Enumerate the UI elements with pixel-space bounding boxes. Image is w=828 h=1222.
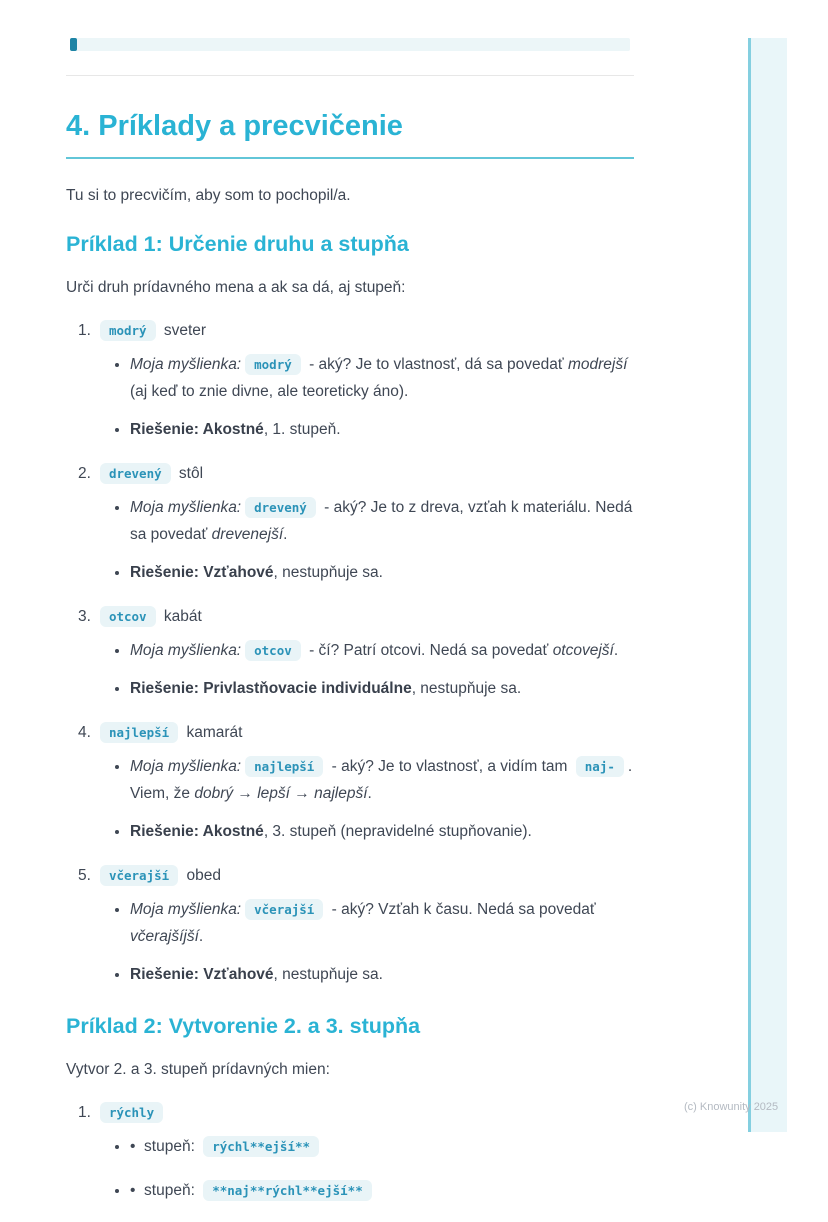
term-code-chip: drevený	[100, 463, 171, 484]
term-row	[78, 863, 634, 889]
bullet-item	[130, 559, 634, 586]
bullet-item	[130, 637, 634, 664]
term-row	[78, 720, 634, 746]
text-run: - aký? Je to vlastnosť, a vidím tam	[327, 758, 572, 775]
text-run: . Viem, že	[130, 758, 633, 802]
exercise-list-2	[66, 1100, 634, 1204]
bold-text: Riešenie: Privlastňovacie individuálne	[130, 680, 412, 697]
title-underline	[66, 157, 634, 159]
bullet-item	[130, 1133, 634, 1160]
bullet-list	[78, 351, 634, 443]
exercise-item	[78, 461, 634, 586]
inline-code-chip: drevený	[245, 497, 316, 518]
text-run: • stupeň:	[130, 1138, 200, 1155]
text-run: - aký? Je to z dreva, vzťah k materiálu. Nedá sa povedať	[130, 499, 633, 543]
text-run: →	[289, 785, 315, 802]
bullet-item	[130, 896, 634, 950]
page-title: 4. Príklady a precvičenie	[66, 110, 403, 142]
italic-text: otcovejší	[552, 642, 614, 659]
bullet-item	[130, 818, 634, 845]
bullet-list	[78, 1133, 634, 1204]
bullet-list	[78, 637, 634, 702]
text-run: - aký? Vzťah k času. Nedá sa povedať	[327, 901, 596, 918]
term-row	[78, 604, 634, 630]
document-page	[66, 0, 634, 1222]
bullet-item	[130, 351, 634, 405]
exercise-list-1	[66, 318, 634, 988]
italic-text: drevenejší	[211, 526, 284, 543]
term-noun: stôl	[174, 465, 204, 482]
italic-text: dobrý	[194, 785, 234, 802]
text-run: - aký? Je to vlastnosť, dá sa povedať	[304, 356, 568, 373]
text-run: , nestupňuje sa.	[411, 680, 522, 697]
exercise-item	[78, 1100, 634, 1204]
progress-bar-fill	[70, 38, 77, 51]
bullet-item	[130, 416, 634, 443]
italic-text: najlepší	[314, 785, 368, 802]
term-noun: sveter	[159, 322, 207, 339]
text-run: • stupeň:	[130, 1182, 200, 1199]
term-row	[78, 461, 634, 487]
inline-code-chip: rýchl**ejší**	[203, 1136, 319, 1157]
italic-text: Moja myšlienka:	[130, 499, 242, 516]
term-code-chip: včerajší	[100, 865, 178, 886]
top-divider	[66, 75, 634, 76]
inline-code-chip: naj-	[576, 756, 624, 777]
text-run: .	[367, 785, 372, 802]
text-run: , 1. stupeň.	[263, 421, 341, 438]
inline-code-chip: najlepší	[245, 756, 323, 777]
text-run: , nestupňuje sa.	[273, 966, 383, 983]
italic-text: Moja myšlienka:	[130, 758, 242, 775]
italic-text: modrejší	[567, 356, 628, 373]
bullet-item	[130, 1177, 634, 1204]
inline-code-chip: otcov	[245, 640, 301, 661]
text-run: (aj keď to znie divne, ale teoreticky áno).	[130, 383, 409, 400]
text-run: - čí? Patrí otcovi. Nedá sa povedať	[304, 642, 553, 659]
progress-bar	[70, 38, 630, 51]
term-row	[78, 1100, 634, 1126]
bold-text: Riešenie: Vzťahové	[130, 564, 274, 581]
term-noun: obed	[182, 867, 221, 884]
inline-code-chip: modrý	[245, 354, 301, 375]
italic-text: lepší	[257, 785, 290, 802]
section1-heading: Príklad 1: Určenie druhu a stupňa	[66, 232, 409, 256]
bullet-item	[130, 675, 634, 702]
term-noun: kamarát	[182, 724, 243, 741]
section2-heading: Príklad 2: Vytvorenie 2. a 3. stupňa	[66, 1014, 421, 1038]
intro-text: Tu si to precvičím, aby som to pochopil/a.	[66, 187, 351, 204]
section2-prompt: Vytvor 2. a 3. stupeň prídavných mien:	[66, 1061, 330, 1078]
term-code-chip: otcov	[100, 606, 156, 627]
term-noun: kabát	[159, 608, 202, 625]
italic-text: Moja myšlienka:	[130, 901, 242, 918]
copyright-watermark: (c) Knowunity 2025	[684, 1101, 779, 1113]
italic-text: Moja myšlienka:	[130, 356, 242, 373]
text-run: →	[233, 785, 258, 802]
term-code-chip: modrý	[100, 320, 156, 341]
bullet-list	[78, 753, 634, 845]
term-code-chip: najlepší	[100, 722, 178, 743]
text-run: .	[283, 526, 288, 543]
bullet-item	[130, 961, 634, 988]
section1-prompt: Urči druh prídavného mena a ak sa dá, aj stupeň:	[66, 279, 406, 296]
exercise-item	[78, 720, 634, 845]
bullet-list	[78, 896, 634, 988]
text-run: .	[198, 928, 204, 945]
bullet-list	[78, 494, 634, 586]
term-code-chip: rýchly	[100, 1102, 163, 1123]
text-run: .	[613, 642, 619, 659]
bold-text: Riešenie: Akostné	[130, 823, 264, 840]
term-row	[78, 318, 634, 344]
inline-code-chip: **naj**rýchl**ejší**	[203, 1180, 372, 1201]
bullet-item	[130, 494, 634, 548]
italic-text: Moja myšlienka:	[130, 642, 242, 659]
text-run: , 3. stupeň (nepravidelné stupňovanie).	[263, 823, 532, 840]
bold-text: Riešenie: Vzťahové	[130, 966, 274, 983]
exercise-item	[78, 863, 634, 988]
exercise-item	[78, 604, 634, 702]
right-page-strip	[748, 38, 787, 1132]
text-run: , nestupňuje sa.	[273, 564, 383, 581]
bullet-item	[130, 753, 634, 807]
exercise-item	[78, 318, 634, 443]
bold-text: Riešenie: Akostné	[130, 421, 264, 438]
italic-text: včerajšíjší	[130, 928, 199, 945]
inline-code-chip: včerajší	[245, 899, 323, 920]
